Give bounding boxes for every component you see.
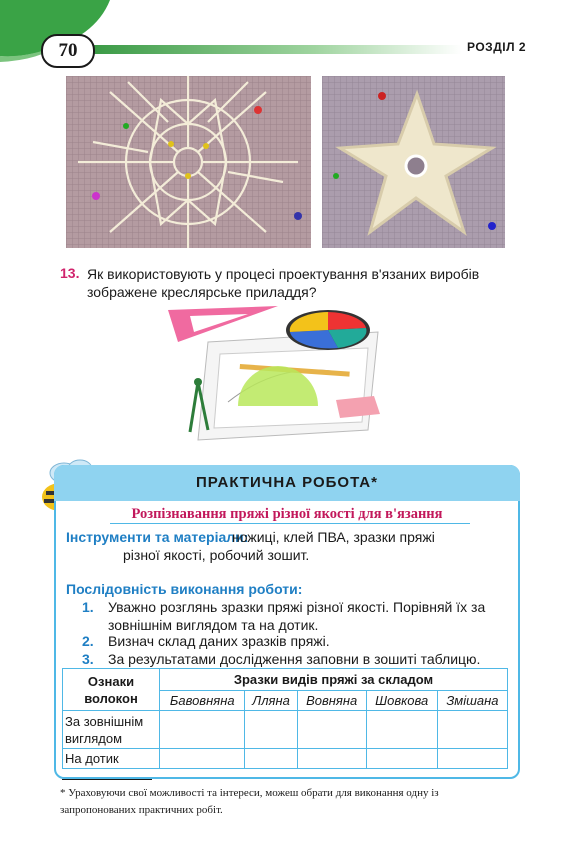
row-header: На дотик [63, 749, 160, 769]
yarn-table [62, 668, 508, 769]
column-header: Змішана [437, 691, 507, 711]
header-bar [92, 45, 462, 54]
doily-photo [66, 76, 311, 248]
instruments-text-line2: різної якості, робочий зошит. [123, 547, 310, 563]
question-text: Як використовують у процесі проектування в'язаних виробів зображене креслярське приладдя? [87, 266, 480, 300]
step-text: Визнач склад даних зразків пряжі. [108, 633, 330, 649]
column-header: Шовкова [366, 691, 437, 711]
footnote: * Ураховуючи свої можливості та інтереси, можеш обрати для виконання одну із запропонованих практичних робіт. [60, 787, 439, 816]
step-text: Уважно розглянь зразки пряжі різної якості. Порівняй їх за [108, 599, 486, 615]
row-header: За зовнішнім виглядом [63, 711, 160, 749]
feature-header: Ознаки волокон [63, 669, 160, 711]
sequence-heading: Послідовність виконання роботи: [66, 581, 303, 597]
column-header: Бавовняна [160, 691, 245, 711]
drawing-tools-illustration [168, 302, 400, 444]
step-text: зовнішнім виглядом та на дотик. [108, 617, 319, 633]
footnote-separator [62, 779, 152, 780]
step-text: За результатами дослідження заповни в зошиті таблицю. [108, 651, 481, 667]
section-label: РОЗДІЛ 2 [467, 40, 527, 54]
star-photo [322, 76, 505, 248]
table-row [63, 749, 508, 769]
page-number: 70 [41, 34, 95, 68]
column-header: Лляна [245, 691, 297, 711]
instruments-label: Інструменти та матеріали: [66, 529, 249, 545]
practical-work-subtitle: Розпізнавання пряжі різної якості для в'язання [131, 506, 443, 522]
subtitle-underline [110, 523, 470, 524]
practical-work-title: ПРАКТИЧНА РОБОТА* [196, 474, 378, 491]
column-header: Вовняна [297, 691, 366, 711]
step-number: 2. [82, 633, 94, 649]
samples-header: Зразки видів пряжі за складом [160, 669, 508, 691]
table-row [63, 711, 508, 749]
step-number: 3. [82, 651, 94, 667]
step-number: 1. [82, 599, 94, 615]
question-number: 13. [60, 265, 80, 281]
instruments-text-line1: ножиці, клей ПВА, зразки пряжі [232, 529, 435, 545]
